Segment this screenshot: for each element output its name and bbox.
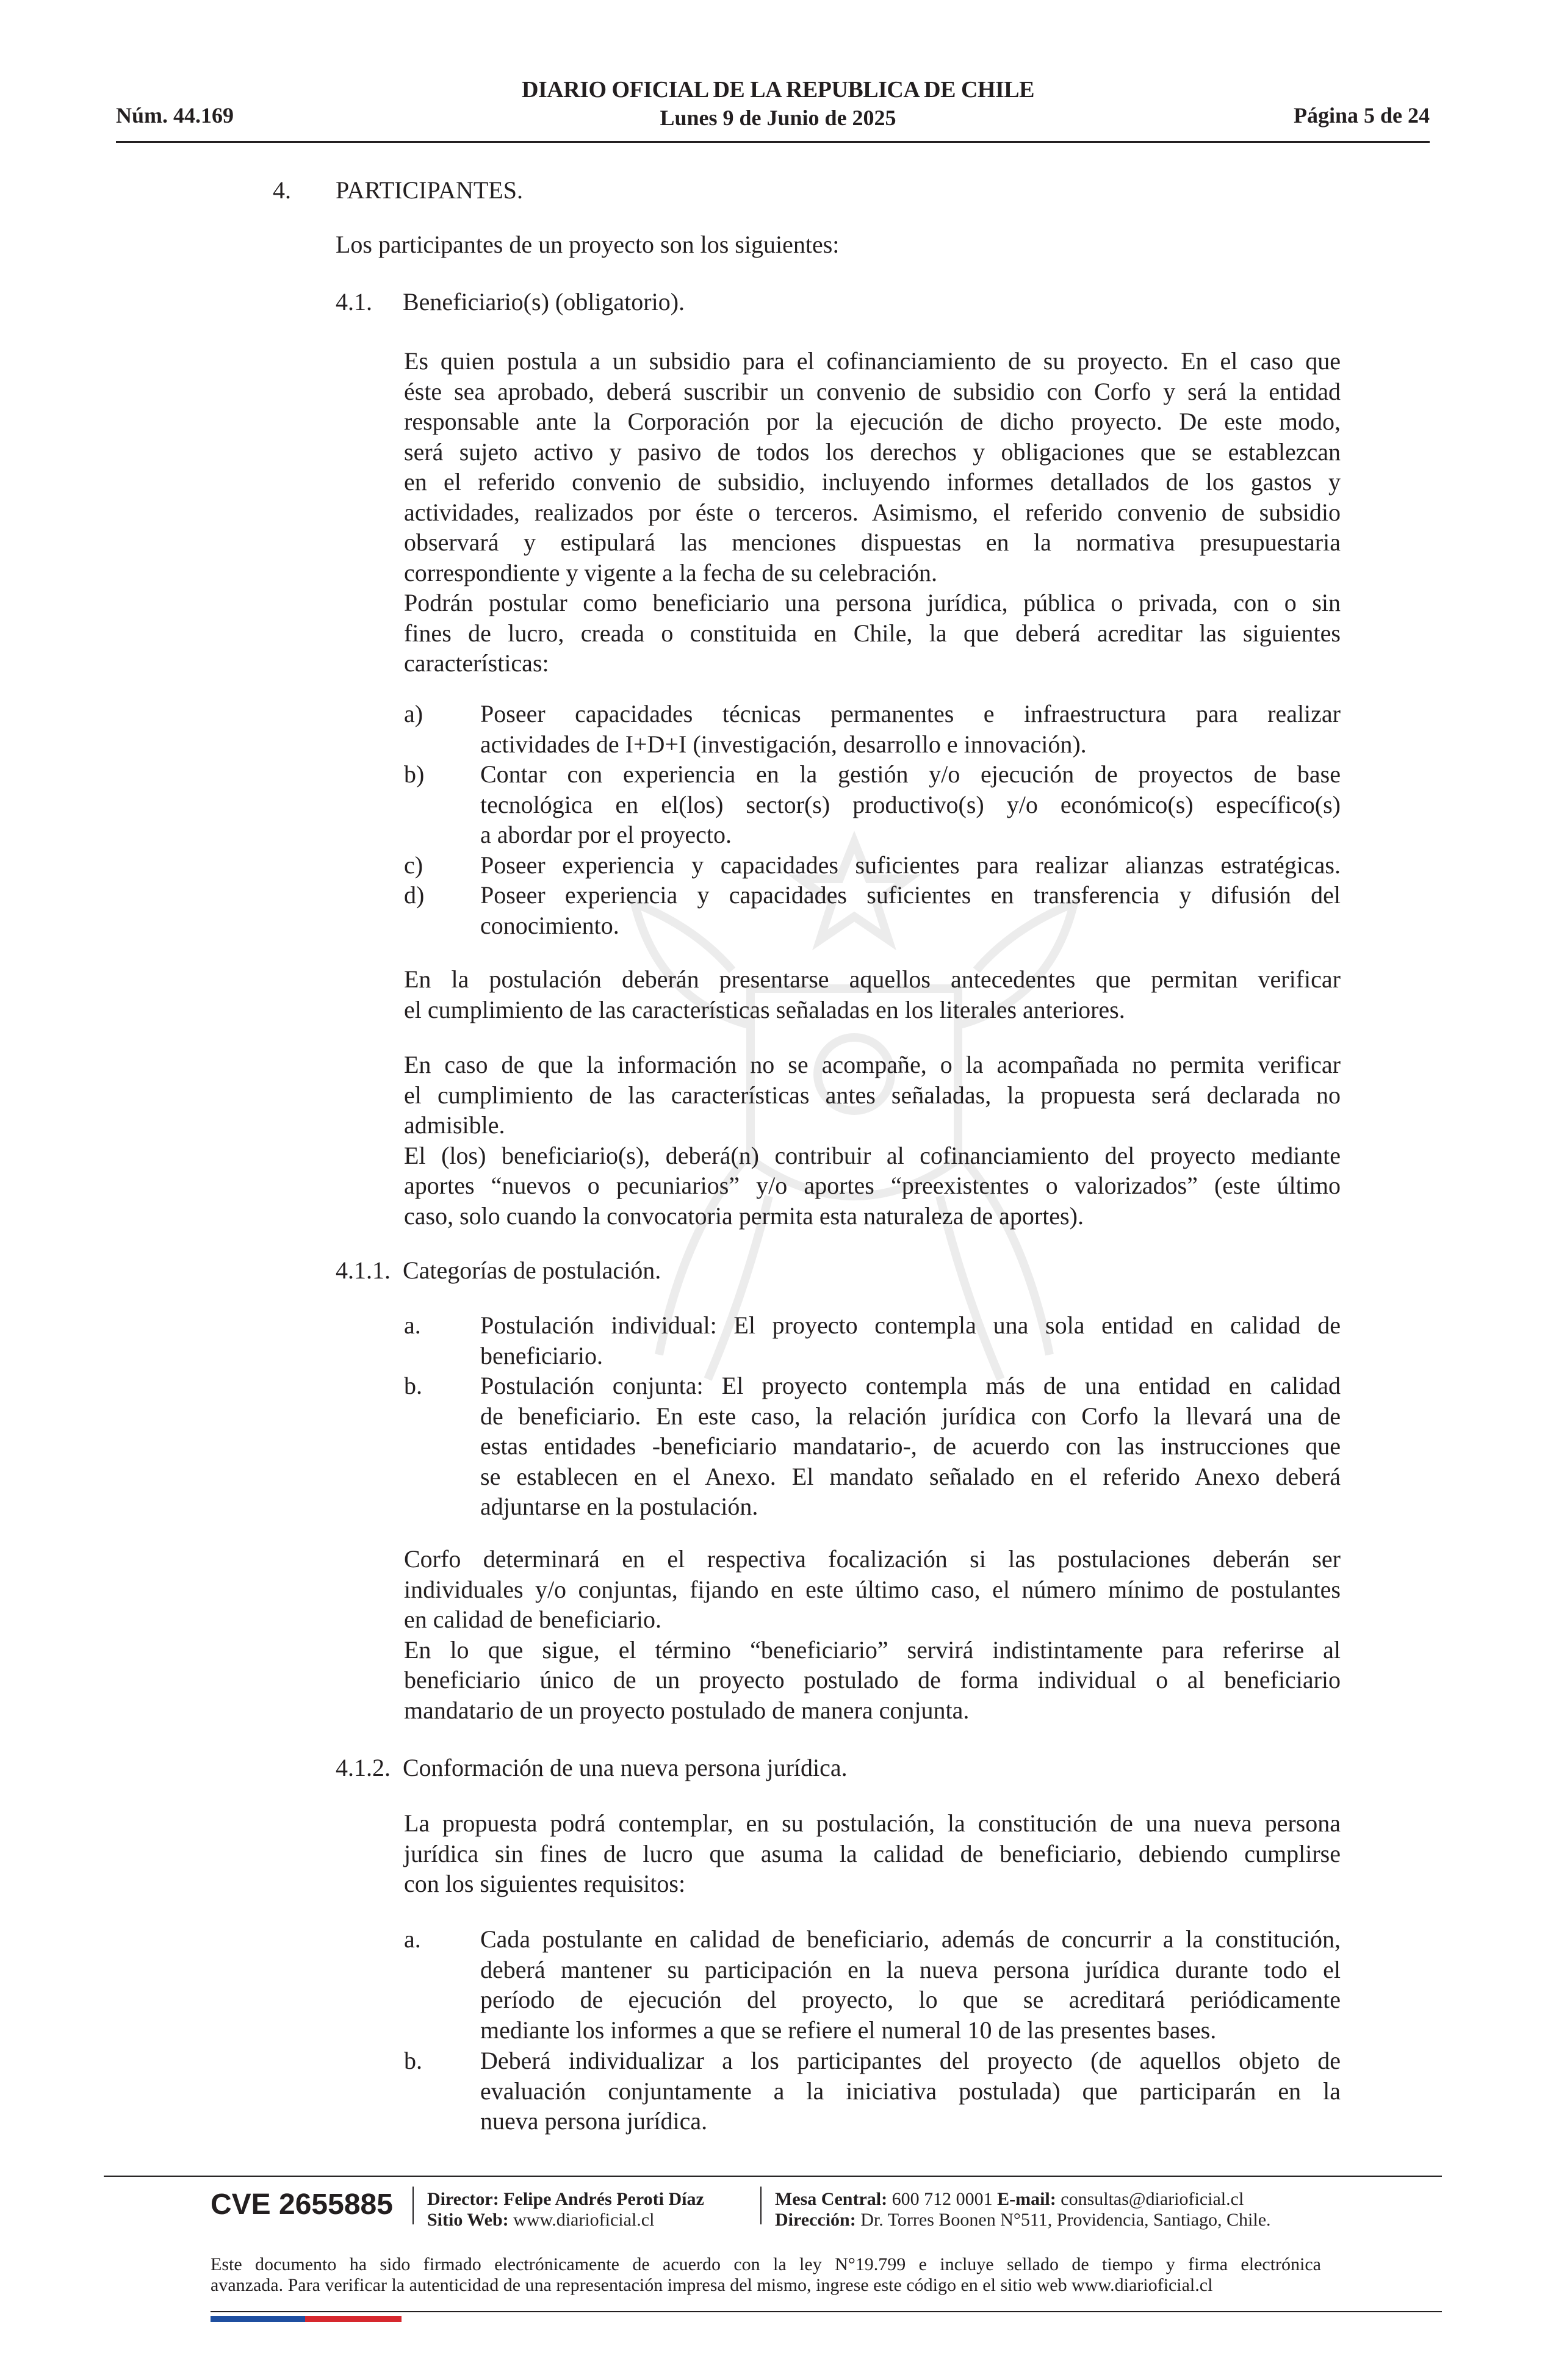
paragraph-focalizacion	[404, 1544, 1341, 1725]
list-item-label: b)	[404, 760, 425, 788]
masthead-title: DIARIO OFICIAL DE LA REPUBLICA DE CHILE	[522, 77, 1034, 103]
text-line: En lo que sigue, el término “beneficiario” servirá indistintamente para referirse al	[404, 1635, 1341, 1664]
text-line: tecnológica en el(los) sector(s) productivo(s) y/o económico(s) específico(s)	[480, 790, 1341, 818]
subsection-4-1-1-title: Categorías de postulación.	[403, 1257, 661, 1284]
flag-stripe-blue	[211, 2316, 305, 2322]
text-line: en calidad de beneficiario.	[404, 1606, 661, 1633]
text-line: Postulación individual: El proyecto contempla una sola entidad en calidad de	[480, 1311, 1341, 1339]
paragraph-nueva-persona-juridica	[404, 1808, 1341, 1899]
text-line: actividades de I+D+I (investigación, desarrollo e innovación).	[480, 730, 1087, 758]
footer-separator	[760, 2187, 762, 2224]
text-line: observará y estipulará las menciones dispuestas en la normativa presupuestaria	[404, 528, 1341, 556]
text-line: Podrán postular como beneficiario una persona jurídica, pública o privada, con o sin	[404, 589, 1341, 616]
email-link[interactable]: consultas@diarioficial.cl	[1061, 2189, 1244, 2209]
subsection-4-1-2-number: 4.1.2.	[336, 1754, 391, 1781]
mesa-label: Mesa Central:	[775, 2189, 888, 2209]
cve-code: CVE 2655885	[211, 2188, 393, 2221]
text-line: aportes “nuevos o pecuniarios” y/o aportes “preexistentes o valorizados” (este último	[404, 1172, 1341, 1199]
text-line: Corfo determinará en el respectiva focalización si las postulaciones deberán ser	[404, 1545, 1341, 1573]
text-line: conocimiento.	[480, 911, 619, 939]
text-line: Poseer capacidades técnicas permanentes e infraestructura para realizar	[480, 700, 1341, 727]
text-line: período de ejecución del proyecto, lo que se acreditará periódicamente	[480, 1986, 1341, 2013]
list-item-label: b.	[404, 2047, 422, 2074]
text-line: Es quien postula a un subsidio para el cofinanciamiento de su proyecto. En el caso que	[404, 347, 1341, 375]
list-item-label: b.	[404, 1372, 422, 1399]
subsection-4-1-title: Beneficiario(s) (obligatorio).	[403, 288, 685, 316]
text-line: El (los) beneficiario(s), deberá(n) contribuir al cofinanciamiento del proyecto mediante	[404, 1141, 1341, 1169]
text-line: jurídica sin fines de lucro que asuma la calidad de beneficiario, debiendo cumplirse	[404, 1839, 1341, 1867]
text-line: el cumplimiento de las características antes señaladas, la propuesta será declarada no	[404, 1081, 1341, 1109]
director-label: Director:	[427, 2189, 499, 2209]
notice-line: avanzada. Para verificar la autenticidad de una representación impresa del mismo, ingrese este código en el sitio web www.diarioficial.cl	[211, 2275, 1213, 2295]
text-line: de beneficiario. En este caso, la relación jurídica con Corfo la llevará una de	[480, 1402, 1341, 1430]
address-line	[775, 2210, 1271, 2230]
signature-notice	[211, 2254, 1321, 2296]
text-line: Deberá individualizar a los participantes del proyecto (de aquellos objeto de	[480, 2047, 1341, 2074]
text-line: nueva persona jurídica.	[480, 2107, 708, 2135]
text-line: admisible.	[404, 1111, 505, 1139]
footer-director-block	[427, 2189, 704, 2230]
text-line: deberá mantener su participación en la nueva persona jurídica durante todo el	[480, 1955, 1341, 1983]
list-item	[480, 699, 1341, 759]
subsection-4-1-number: 4.1.	[336, 288, 372, 316]
text-line: en el referido convenio de subsidio, incluyendo informes detallados de los gastos y	[404, 468, 1341, 496]
list-item	[480, 880, 1341, 940]
footer-divider-top	[104, 2176, 1442, 2177]
text-line: Postulación conjunta: El proyecto contempla más de una entidad en calidad	[480, 1372, 1341, 1399]
footer-separator	[412, 2187, 414, 2224]
subsection-4-1-2-title: Conformación de una nueva persona jurídica.	[403, 1754, 848, 1781]
text-line: beneficiario único de un proyecto postulado de forma individual o al beneficiario	[404, 1666, 1341, 1693]
issue-number: Núm. 44.169	[116, 103, 234, 128]
text-line: Poseer experiencia y capacidades suficientes en transferencia y difusión del	[480, 881, 1341, 909]
list-item-label: a.	[404, 1925, 421, 1953]
list-item	[480, 850, 1341, 881]
text-line: La propuesta podrá contemplar, en su postulación, la constitución de una nueva persona	[404, 1809, 1341, 1837]
text-line: Poseer experiencia y capacidades suficientes para realizar alianzas estratégicas.	[480, 851, 1341, 879]
list-item	[480, 1371, 1341, 1522]
text-line: el cumplimiento de las características señaladas en los literales anteriores.	[404, 995, 1125, 1023]
list-item-label: d)	[404, 881, 425, 909]
text-line: características:	[404, 649, 549, 677]
list-item	[480, 1924, 1341, 2045]
list-item-label: c)	[404, 851, 423, 879]
flag-stripe-red	[305, 2316, 402, 2322]
list-item	[480, 759, 1341, 850]
website-line	[427, 2210, 704, 2230]
website-label: Sitio Web:	[427, 2210, 509, 2230]
text-line: mediante los informes a que se refiere el numeral 10 de las presentes bases.	[480, 2016, 1217, 2044]
text-line: individuales y/o conjuntas, fijando en este último caso, el número mínimo de postulantes	[404, 1575, 1341, 1603]
text-line: actividades, realizados por éste o terceros. Asimismo, el referido convenio de subsidio	[404, 498, 1341, 526]
text-line: fines de lucro, creada o constituida en Chile, la que deberá acreditar las siguientes	[404, 619, 1341, 647]
text-line: se establecen en el Anexo. El mandato señalado en el referido Anexo deberá	[480, 1462, 1341, 1490]
text-line: En la postulación deberán presentarse aquellos antecedentes que permitan verificar	[404, 965, 1341, 993]
page-number: Página 5 de 24	[1293, 103, 1430, 128]
subsection-4-1-1-number: 4.1.1.	[336, 1257, 391, 1284]
director-line	[427, 2189, 704, 2210]
list-item	[480, 1310, 1341, 1371]
text-line: Contar con experiencia en la gestión y/o ejecución de proyectos de base	[480, 760, 1341, 788]
director-name: Felipe Andrés Peroti Díaz	[503, 2189, 704, 2209]
contact-line	[775, 2189, 1271, 2210]
issue-date: Lunes 9 de Junio de 2025	[660, 106, 896, 130]
list-item-label: a)	[404, 700, 423, 727]
text-line: éste sea aprobado, deberá suscribir un convenio de subsidio con Corfo y será la entidad	[404, 377, 1341, 405]
text-line: adjuntarse en la postulación.	[480, 1493, 758, 1520]
footer-contact-block	[775, 2189, 1271, 2230]
address-label: Dirección:	[775, 2210, 856, 2230]
paragraph-beneficiario-definition	[404, 346, 1341, 679]
paragraph-admisibilidad	[404, 1050, 1341, 1231]
text-line: a abordar por el proyecto.	[480, 821, 732, 848]
text-line: mandatario de un proyecto postulado de manera conjunta.	[404, 1696, 970, 1724]
text-line: Cada postulante en calidad de beneficiario, además de concurrir a la constitución,	[480, 1925, 1341, 1953]
text-line: beneficiario.	[480, 1341, 603, 1369]
email-label: E-mail:	[997, 2189, 1056, 2209]
paragraph-antecedentes	[404, 964, 1341, 1025]
mesa-phone: 600 712 0001	[891, 2189, 993, 2209]
section-number: 4.	[273, 176, 291, 204]
notice-line: Este documento ha sido firmado electrónicamente de acuerdo con la ley N°19.799 e incluye sellado de tiempo y firma electrónica	[211, 2254, 1321, 2274]
text-line: responsable ante la Corporación por la ejecución de dicho proyecto. De este modo,	[404, 408, 1341, 435]
text-line: caso, solo cuando la convocatoria permita esta naturaleza de aportes).	[404, 1202, 1084, 1230]
text-line: con los siguientes requisitos:	[404, 1870, 686, 1897]
text-line: correspondiente y vigente a la fecha de su celebración.	[404, 558, 938, 586]
list-item-label: a.	[404, 1311, 421, 1339]
footer-divider-bottom	[211, 2311, 1442, 2312]
list-item	[480, 2046, 1341, 2137]
section-title: PARTICIPANTES.	[336, 176, 523, 204]
text-line: será sujeto activo y pasivo de todos los derechos y obligaciones que se establezcan	[404, 438, 1341, 466]
address-value: Dr. Torres Boonen N°511, Providencia, Santiago, Chile.	[860, 2210, 1271, 2230]
text-line: evaluación conjuntamente a la iniciativa postulada) que participarán en la	[480, 2077, 1341, 2105]
website-link[interactable]: www.diarioficial.cl	[513, 2210, 655, 2230]
header-divider	[116, 141, 1430, 143]
text-line: estas entidades -beneficiario mandatario-, de acuerdo con las instrucciones que	[480, 1432, 1341, 1460]
text-line: En caso de que la información no se acompañe, o la acompañada no permita verificar	[404, 1051, 1341, 1078]
section-intro: Los participantes de un proyecto son los siguientes:	[336, 231, 840, 258]
